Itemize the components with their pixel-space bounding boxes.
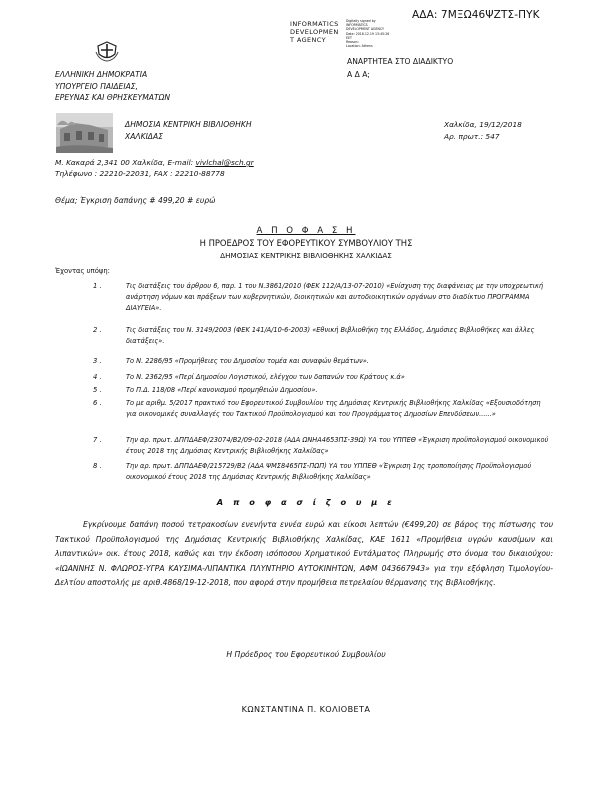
library-header: ΔΗΜΟΣΙΑ ΚΕΝΤΡΙΚΗ ΒΙΒΛΙΟΘΗΚΗ ΧΑΛΚΙΔΑΣ xyxy=(125,120,252,141)
list-item: Το Ν. 2286/95 «Προμήθειες του Δημοσίου τομέα και συναφών θεμάτων». xyxy=(126,357,369,365)
list-item-number: 6 . xyxy=(93,399,102,407)
list-item: Τις διατάξεις του Ν. 3149/2003 (ΦΕΚ 141/Α/10-6-2003) «Εθνική Βιβλιοθήκη της Ελλάδος, Δημόσιες Βιβλιοθήκες και άλλες διατάξεις». xyxy=(126,326,535,345)
ada-placeholder: Α Δ Α; xyxy=(347,70,370,79)
signatory-role: Η Πρόεδρος του Εφορευτικού Συμβουλίου xyxy=(226,650,386,659)
phone-fax: Τηλέφωνο : 22210-22031, FAX : 22210-88778 xyxy=(55,169,225,178)
signatory-name: ΚΩΝΣΤΑΝΤΙΝΑ Π. ΚΟΛΙΟΒΕΤΑ xyxy=(241,704,371,714)
list-item-number: 1 . xyxy=(93,282,102,290)
list-item: Το Π.Δ. 118/08 «Περί κανονισμού προμηθειών Δημοσίου». xyxy=(126,386,318,394)
list-item: Το Ν. 2362/95 «Περί Δημοσίου Λογιστικού, ελέγχου των δαπανών του Κράτους κ.ά» xyxy=(126,373,405,381)
document-subject: Θέμα; Έγκριση δαπάνης # 499,20 # ευρώ xyxy=(55,196,216,205)
list-item-number: 3 . xyxy=(93,357,102,365)
library-building-photo xyxy=(56,113,113,153)
list-item-number: 8 . xyxy=(93,462,102,470)
decide-heading: Α π ο φ α σ ί ζ ο υ μ ε xyxy=(216,497,396,507)
list-item-number: 2 . xyxy=(93,326,102,334)
greek-coat-of-arms-icon xyxy=(94,40,120,62)
ada-number: ΑΔΑ: 7ΜΞΩ46ΨΖΤΣ-ΠΥΚ xyxy=(412,9,540,21)
decision-library-line: ΔΗΜΟΣΙΑΣ ΚΕΝΤΡΙΚΗΣ ΒΙΒΛΙΟΘΗΚΗΣ ΧΑΛΚΙΔΑΣ xyxy=(220,251,392,260)
digital-signature-details: Digitally signed by INFORMATICS DEVELOPMENT AGENCY Date: 2018.12.19 13:45:26 EET Reason: Location: Athens xyxy=(346,19,390,49)
ministry-header: ΕΛΛΗΝΙΚΗ ΔΗΜΟΚΡΑΤΙΑ ΥΠΟΥΡΓΕΙΟ ΠΑΙΔΕΙΑΣ, ΕΡΕΥΝΑΣ ΚΑΙ ΘΡΗΣΚΕΥΜΑΤΩΝ xyxy=(55,70,171,102)
decision-title: Α Π Ο Φ Α Σ Η xyxy=(256,226,356,236)
document-date: Χαλκίδα, 19/12/2018 xyxy=(444,120,522,129)
protocol-number: Αρ. πρωτ.: 547 xyxy=(444,131,500,141)
given-heading: Έχοντας υπόψη: xyxy=(55,267,110,275)
web-publish-note: ΑΝΑΡΤΗΤΕΑ ΣΤΟ ΔΙΑΔΙΚΤΥΟ xyxy=(347,57,454,66)
email-link[interactable]: vivlchal@sch.gr xyxy=(195,158,254,167)
list-item-number: 4 . xyxy=(93,373,102,381)
list-item-number: 7 . xyxy=(93,436,102,444)
decision-body: Εγκρίνουμε δαπάνη ποσού τετρακοσίων ενενήντα εννέα ευρώ και είκοσι λεπτών (€499,20) σε βάρος της πίστωσης του Τακτικού Προϋπολογισμού της Δημόσιας Κεντρικής Βιβλιοθήκης Χαλκίδας, ΚΑΕ 1611 «Προμήθεια υγρών καυσίμων και λιπαντικών» οικ. έτους 2018, καθώς και την έκδοση ισόποσου Χρηματικού Εντάλματος Πληρωμής στο όνομα του δικαιούχου: «ΙΩΑΝΝΗΣ Ν. ΦΛΩΡΟΣ-ΥΓΡΑ ΚΑΥΣΙΜΑ-ΛΙΠΑΝΤΙΚΑ ΠΛΥΝΤΗΡΙΟ ΑΥΤΟΚΙΝΗΤΩΝ, ΑΦΜ 043667943» για την εξόφληση Τιμολογίου-Δελτίου αποστολής με αριθ.4868/19-12-2018, που αφορά στην προμήθεια πετρελαίου θέρμανσης της Βιβλιοθήκης. xyxy=(55,520,553,588)
contact-info: Μ. Κακαρά 2,341 00 Χαλκίδα, E-mail: vivlchal@sch.gr Τηλέφωνο : 22210-22031, FAX : 22210-88778 xyxy=(55,158,254,178)
signature-block-heading: INFORMATICS DEVELOPMEN T AGENCY xyxy=(290,20,339,44)
list-item: Την αρ. πρωτ. ΔΠΠΔΑΕΦ/23074/Β2/09-02-2018 (ΑΔΑ ΩΝΗΑ4653ΠΣ-39Ω) ΥΑ του ΥΠΠΕΘ «Έγκριση προϋπολογισμού οικονομικού έτους 2018 της Δημόσιας Κεντρικής Βιβλιοθήκης Χαλκίδας» xyxy=(126,436,549,455)
list-item: Τις διατάξεις του άρθρου 6, παρ. 1 του Ν.3861/2010 (ΦΕΚ 112/Α/13-07-2010) «Ενίσχυση της διαφάνειας με την υποχρεωτική ανάρτηση νόμων και πράξεων των κυβερνητικών, διοικητικών και αυτοδιοικητικών οργάνων στο διαδίκτυο ΠΡΟΓΡΑΜΜΑ ΔΙΑΥΓΕΙΑ». xyxy=(126,282,544,312)
decision-president-line: Η ΠΡΟΕΔΡΟΣ ΤΟΥ ΕΦΟΡΕΥΤΙΚΟΥ ΣΥΜΒΟΥΛΙΟΥ ΤΗΣ xyxy=(199,238,413,248)
list-item-number: 5 . xyxy=(93,386,102,394)
list-item: Το με αριθμ. 5/2017 πρακτικό του Εφορευτικού Συμβουλίου της Δημόσιας Κεντρικής Βιβλιοθήκης Χαλκίδας «Εξουσιοδότηση για οικονομικές συναλλαγές του Τακτικού Προϋπολογισμού και του Προγράμματος Δημοσίων Επενδύσεων......» xyxy=(126,399,541,418)
date-protocol xyxy=(444,119,522,142)
list-item: Την αρ. πρωτ. ΔΠΠΔΑΕΦ/215729/Β2 (ΑΔΑ ΨΜΣ8465ΠΣ-ΠΩΠ) ΥΑ του ΥΠΠΕΘ «Έγκριση 1ης τροποποίησης Προϋπολογισμού οικονομικού έτους 2018 της Δημόσιας Κεντρικής Βιβλιοθήκης Χαλκίδας» xyxy=(126,462,532,481)
